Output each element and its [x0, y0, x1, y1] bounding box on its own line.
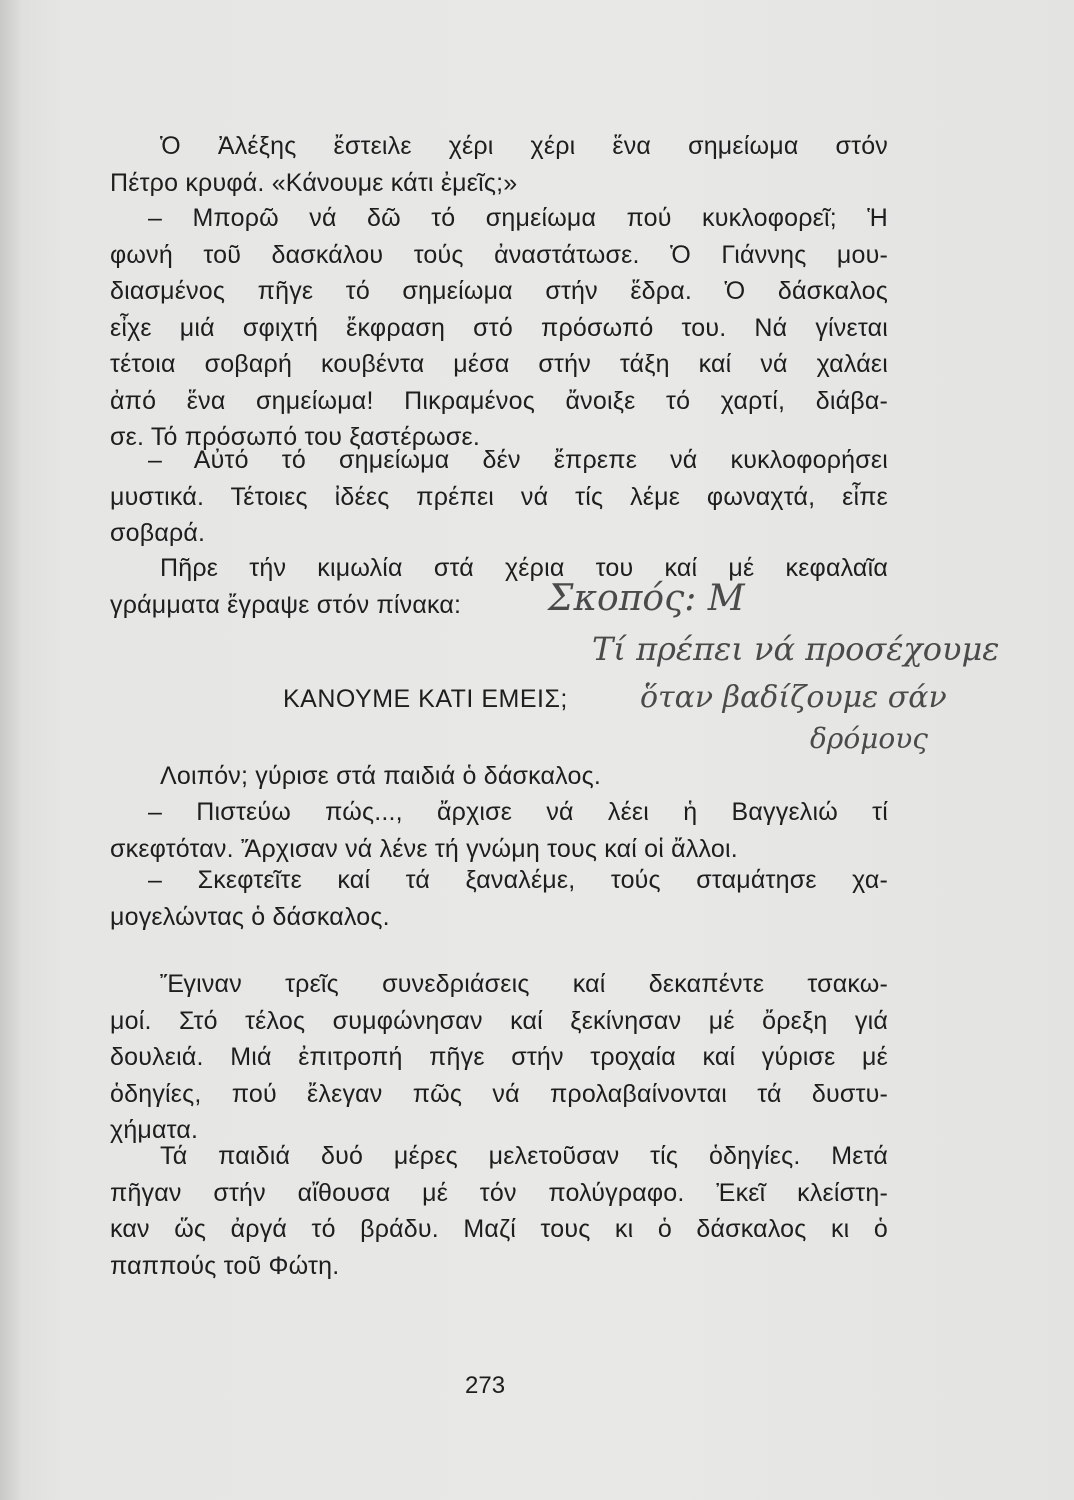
- handwritten-note: δρόμους: [810, 722, 928, 755]
- text-line: – Αὐτό τό σημείωμα δέν ἔπρεπε νά κυκλοφορήσει: [148, 446, 888, 474]
- page-spine-shadow: [0, 0, 22, 1500]
- text-line: σε. Τό πρόσωπό του ξαστέρωσε.: [110, 423, 480, 451]
- text-line: παππούς τοῦ Φώτη.: [110, 1251, 340, 1280]
- page-number: 273: [465, 1372, 506, 1399]
- text-line: – Μπορῶ νά δῶ τό σημείωμα πού κυκλοφορεῖ; Ἡ: [148, 204, 888, 232]
- handwritten-note: ὅταν βαδίζουμε σάν: [640, 680, 947, 715]
- text-line: μοί. Στό τέλος συμφώνησαν καί ξεκίνησαν μέ ὄρεξη γιά: [110, 1006, 888, 1035]
- text-line: μογελώντας ὁ δάσκαλος.: [110, 902, 390, 931]
- text-line: δουλειά. Μιά ἐπιτροπή πῆγε στήν τροχαία καί γύρισε μέ: [110, 1043, 888, 1071]
- text-line: Πῆρε τήν κιμωλία στά χέρια του καί μέ κεφαλαῖα: [160, 554, 888, 582]
- paragraph-3: [110, 442, 888, 552]
- text-line: ὁδηγίες, πού ἔλεγαν πῶς νά προλαβαίνονται τά δυστυ-: [110, 1079, 888, 1108]
- text-line: Λοιπόν; γύρισε στά παιδιά ὁ δάσκαλος.: [160, 762, 602, 790]
- paragraph-8: [110, 966, 888, 1149]
- text-line: Πέτρο κρυφά. «Κάνουμε κάτι ἐμεῖς;»: [110, 168, 518, 197]
- text-line: γράμματα ἔγραψε στόν πίνακα:: [110, 590, 462, 619]
- paragraph-9: [110, 1138, 888, 1284]
- text-line: φωνή τοῦ δασκάλου τούς ἀναστάτωσε. Ὁ Γιάννης μου-: [110, 240, 888, 269]
- paragraph-2: [110, 200, 888, 456]
- paragraph-5: [110, 758, 888, 795]
- text-line: καν ὥς ἀργά τό βράδυ. Μαζί τους κι ὁ δάσκαλος κι ὁ: [110, 1215, 888, 1243]
- paragraph-1: [110, 128, 888, 201]
- text-line: σκεφτόταν. Ἄρχισαν νά λένε τή γνώμη τους καί οἱ ἄλλοι.: [110, 834, 738, 863]
- text-line: Ἔγιναν τρεῖς συνεδριάσεις καί δεκαπέντε τσακω-: [160, 970, 888, 998]
- text-line: εἶχε μιά σφιχτή ἔκφραση στό πρόσωπό του. Νά γίνεται: [110, 313, 888, 342]
- text-line: – Πιστεύω πώς..., ἄρχισε νά λέει ἡ Βαγγελιώ τί: [148, 798, 888, 826]
- board-heading: ΚΑΝΟΥΜΕ ΚΑΤΙ ΕΜΕΙΣ;: [283, 685, 568, 713]
- paragraph-7: [110, 862, 888, 935]
- text-line: διασμένος πῆγε τό σημείωμα στήν ἕδρα. Ὁ δάσκαλος: [110, 277, 888, 305]
- text-line: μυστικά. Τέτοιες ἰδέες πρέπει νά τίς λέμε φωναχτά, εἶπε: [110, 482, 888, 511]
- paragraph-4: [110, 550, 888, 623]
- text-line: πῆγαν στήν αἴθουσα μέ τόν πολύγραφο. Ἐκεῖ κλείστη-: [110, 1178, 888, 1207]
- handwritten-note: Τί πρέπει νά προσέχουμε: [592, 630, 1000, 668]
- text-line: χήματα.: [110, 1116, 199, 1144]
- text-line: Τά παιδιά δυό μέρες μελετοῦσαν τίς ὁδηγίες. Μετά: [160, 1142, 888, 1170]
- paragraph-6: [110, 794, 888, 867]
- text-line: ἀπό ἕνα σημείωμα! Πικραμένος ἄνοιξε τό χαρτί, διάβα-: [110, 386, 888, 415]
- text-line: – Σκεφτεῖτε καί τά ξαναλέμε, τούς σταμάτησε χα-: [148, 866, 888, 894]
- text-line: σοβαρά.: [110, 519, 206, 547]
- handwritten-note: Σκοπός: Μ: [548, 578, 745, 619]
- text-line: τέτοια σοβαρή κουβέντα μέσα στήν τάξη καί νά χαλάει: [110, 350, 888, 378]
- text-line: Ὁ Ἀλέξης ἔστειλε χέρι χέρι ἕνα σημείωμα στόν: [160, 132, 888, 160]
